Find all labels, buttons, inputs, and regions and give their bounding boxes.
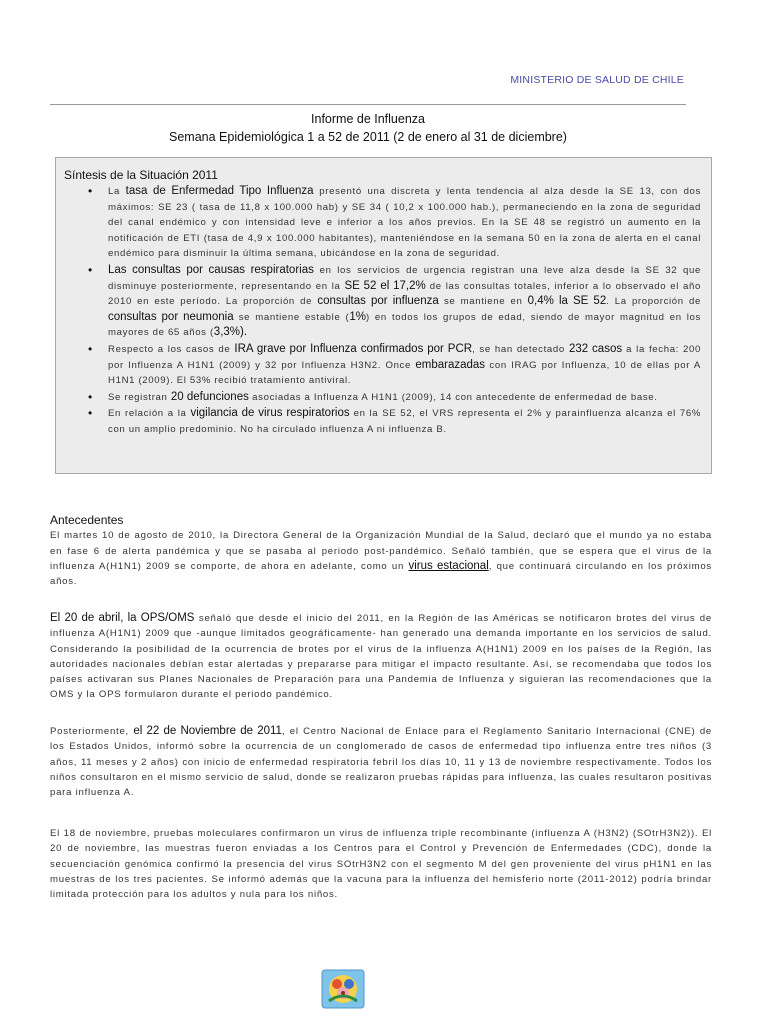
report-title-block: [50, 110, 686, 146]
synthesis-item-defunciones: • Se registran 20 defunciones asociadas a Influenza A H1N1 (2009), 14 con antecedente de enfermedad de base.: [108, 390, 701, 406]
report-title: Informe de Influenza: [311, 112, 425, 126]
synthesis-box: [55, 157, 712, 474]
header-divider: [50, 104, 686, 105]
antecedentes-paragraph-1: Antecedentes El martes 10 de agosto de 2010, la Directora General de la Organización Mundial de la Salud, declaró que el mundo ya no estaba en fase 6 de alerta pandémica y que se pasaba al periodo post-pandémico. Señaló también, que se espera que el virus de la influenza A(H1N1) 2009 se comporte, de ahora en adelante, como un virus estacional, que continuará circulando en los próximos años.: [50, 513, 712, 588]
campaign-logo-icon: [321, 969, 365, 1009]
antecedentes-paragraph-4: El 18 de noviembre, pruebas moleculares confirmaron un virus de influenza triple recombinante (influenza A (H3N2) (SOtrH3N2)). El 20 de noviembre, las muestras fueron enviadas a los Centros para el Control y Prevención de Enfermedades (CDC), donde la secuenciación genómica confirmó la presencia del virus SOtrH3N2 con el segmento M del gen proveniente del virus pH1N1 en las muestras de los tres pacientes. Se informó además que la vacuna para la influenza del hemisferio norte (2011-2012) podría brindar limitada protección para los adultos y nula para los niños.: [50, 828, 712, 901]
synthesis-item-consultas: • Las consultas por causas respiratorias en los servicios de urgencia registran una leve alza desde la SE 32 que disminuye posteriormente, representando en la SE 52 el 17,2% de las consultas totales, inferior a lo observado el año 2010 en este período. La proporción de consultas por influenza se mantiene en 0,4% la SE 52. La proporción de consultas por neumonia se mantiene estable (1%) en todos los grupos de edad, siendo de mayor magnitud en los mayores de 65 años (3,3%).: [108, 263, 701, 341]
synthesis-item-vigilancia: • En relación a la vigilancia de virus respiratorios en la SE 52, el VRS representa el 2% y parainfluenza alcanza el 76% con un amplio predominio. No ha circulado influenza A ni influenza B.: [108, 406, 701, 437]
report-subtitle: Semana Epidemiológica 1 a 52 de 2011 (2 de enero al 31 de diciembre): [169, 130, 567, 144]
synthesis-list: [64, 184, 701, 438]
antecedentes-heading: Antecedentes: [50, 513, 124, 527]
antecedentes-paragraph-3: Posteriormente, el 22 de Noviembre de 2011, el Centro Nacional de Enlace para el Reglamento Sanitario Internacional (CNE) de los Estados Unidos, informó sobre la ocurrencia de un conglomerado de casos de enfermedad tipo influenza entre tres niños (3 años, 11 meses y 2 años) con inicio de enfermedad respiratoria febril los días 10, 11 y 13 de noviembre respectivamente. Todos los niños consultaron en el mismo servicio de salud, donde se realizaron pruebas rápidas para influenza, las cuales resultaron positivas para influenza A.: [50, 725, 713, 799]
synthesis-item-ira-grave: • Respecto a los casos de IRA grave por Influenza confirmados por PCR, se han detectado 232 casos a la fecha: 200 por Influenza A H1N1 (2009) y 32 por Influenza H3N2. Once embarazadas con IRAG por Influenza, 10 de ellas por A H1N1 (2009). El 53% recibió tratamiento antiviral.: [108, 342, 701, 389]
synthesis-item-eti: • La tasa de Enfermedad Tipo Influenza presentó una discreta y lenta tendencia al alza desde la SE 13, con dos máximos: SE 23 ( tasa de 11,8 x 100.000 hab) y SE 34 ( 10,2 x 100.000 hab.), permaneciendo en la zona de seguridad del canal endémico y con intensidad leve e inferior a los años previos. En la SE 48 se registró un aumento en la notificación de ETI (tasa de 4,9 x 100.000 habitantes), manteniéndose en la semana 50 en la zona de alerta en el canal endémico para disminuir la última semana, ubicándose en la zona de seguridad.: [108, 184, 701, 262]
virus-estacional-link[interactable]: virus estacional: [408, 559, 489, 572]
antecedentes-paragraph-2: El 20 de abril, la OPS/OMS señaló que desde el inicio del 2011, en la Región de las Américas se notificaron brotes del virus de influenza A(H1N1) 2009 que -aunque limitados geográficamente- han generado una demanda importante en los servicios de salud. Considerando la posibilidad de la ocurrencia de brotes por el virus de la influenza A(H1N1) 2009 en los países de la Región, las autoridades nacionales debían estar alertadas y prepararse para mitigar el impacto resultante. Así, se recomendaba que todos los países activaran sus Planes Nacionales de Preparación para una Pandemia de Influenza y siguieran las recomendaciones que la OMS y la OPS formularon durante el periodo pandémico.: [50, 612, 712, 701]
ministry-header: MINISTERIO DE SALUD DE CHILE: [510, 74, 684, 86]
synthesis-title: Síntesis de la Situación 2011: [64, 168, 218, 182]
